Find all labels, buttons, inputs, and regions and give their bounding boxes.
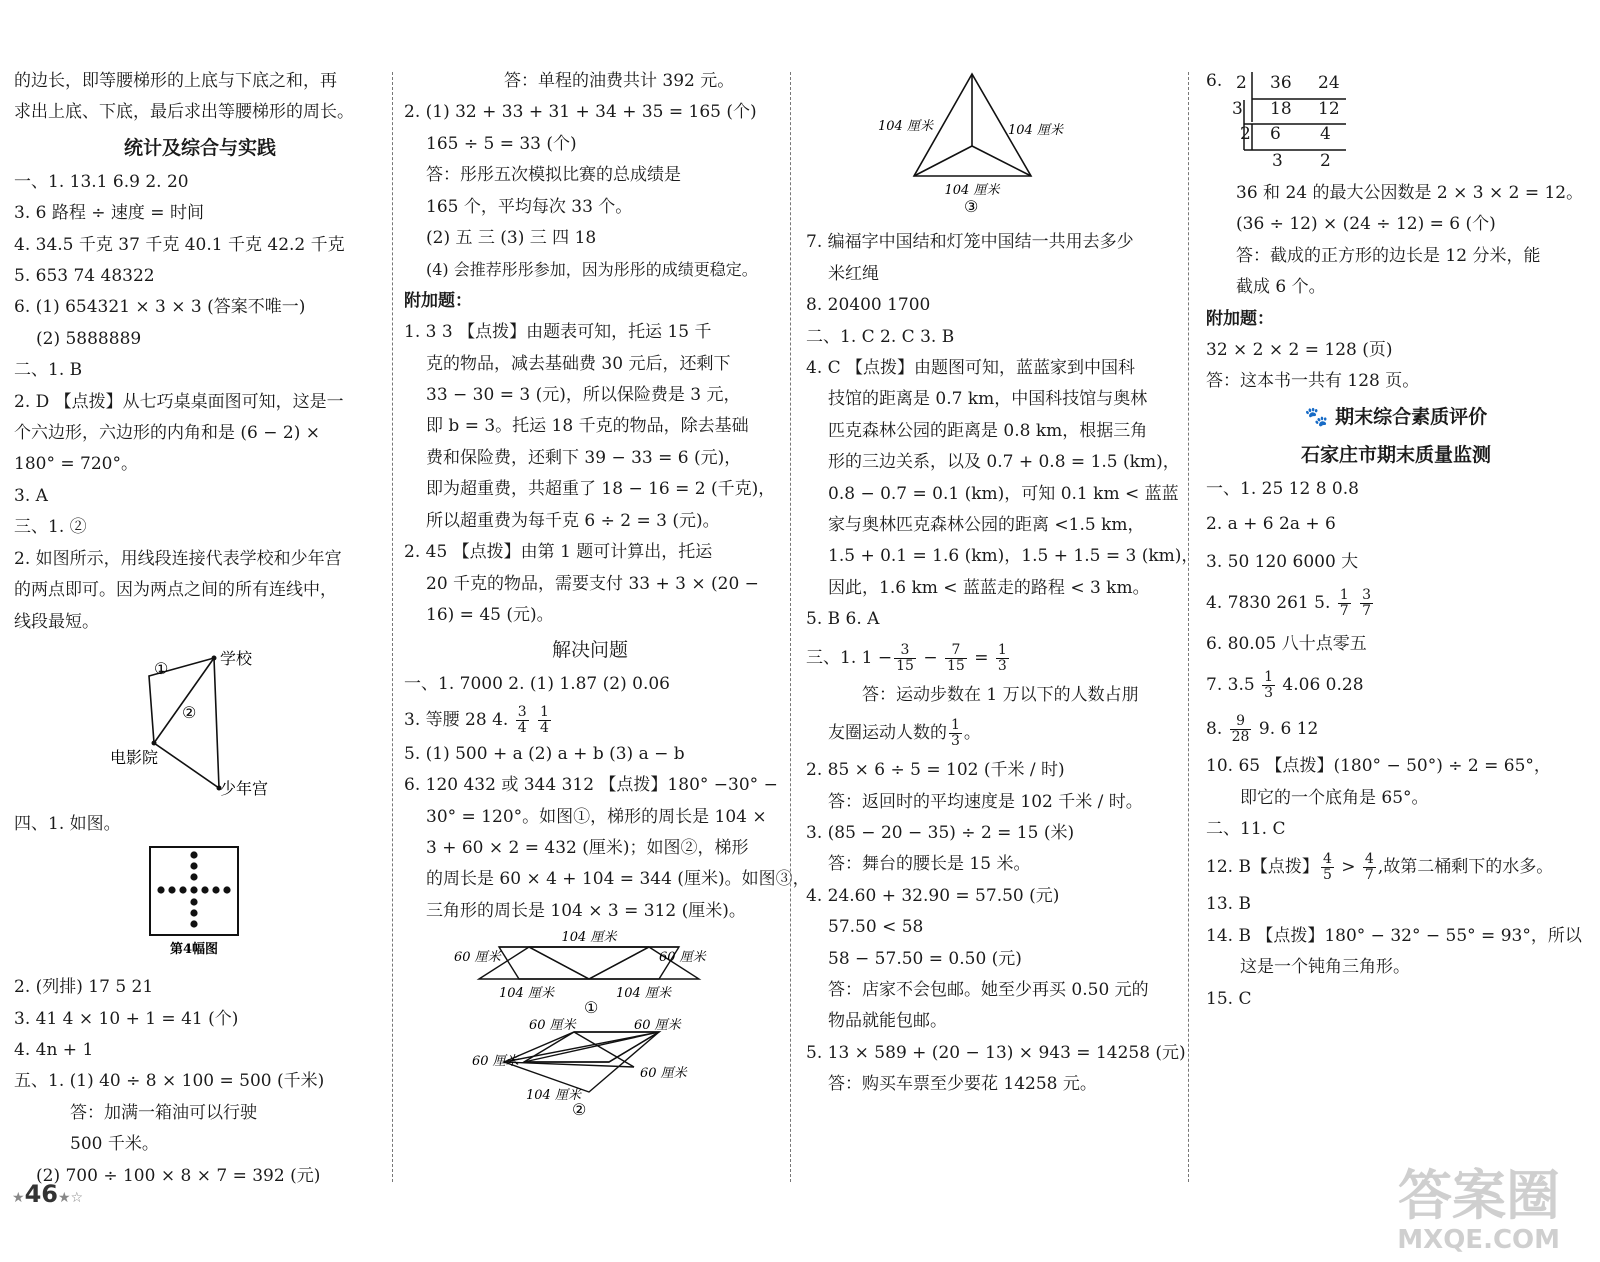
answer-line: 所以超重费为每千克 6 ÷ 2 = 3 (元)。: [426, 510, 720, 531]
numerator: 1: [951, 717, 960, 734]
quotient: 6: [1270, 124, 1281, 144]
answer-line: 一、1. 13.1 6.9 2. 20: [14, 171, 189, 192]
answer-line: 五、1. (1) 40 ÷ 8 × 100 = 500 (千米): [14, 1071, 325, 1092]
answer-line: 36 和 24 的最大公因数是 2 × 3 × 2 = 12。: [1236, 183, 1584, 203]
answer-line: 14. B 【点拨】180° − 32° − 55° = 93°，所以: [1206, 925, 1582, 946]
watermark: [1397, 1166, 1560, 1254]
star-icon: ★☆: [57, 1190, 84, 1206]
answer-text: 三、1. 1 −: [806, 647, 893, 668]
answer-line: 1.5 + 0.1 = 1.6 (km)，1.5 + 1.5 = 3 (km)，: [828, 546, 1199, 567]
quotient: 12: [1318, 99, 1340, 119]
numerator: 1: [1339, 587, 1349, 604]
answer-line: 答：购买车票至少要花 14258 元。: [828, 1074, 1097, 1095]
short-division-figure: [1206, 66, 1586, 178]
dot-cross-figure: [14, 841, 386, 961]
answer-line: [1206, 707, 1586, 751]
fraction: [1338, 588, 1351, 619]
answer-line: (2) 五 三 (3) 三 四 18: [426, 228, 597, 249]
divisor: 2: [1240, 124, 1251, 144]
answer-line: 5. B 6. A: [806, 609, 880, 630]
answer-line: 答：这本书一共有 128 页。: [1206, 371, 1420, 392]
text-line: 求出上底、下底，最后求出等腰梯形的周长。: [14, 102, 354, 123]
figure-label: ③: [964, 197, 979, 216]
answer-line: 即 b = 3。托运 18 千克的物品，除去基础: [426, 416, 749, 437]
divisor: 2: [1236, 73, 1247, 93]
answer-line: 4. 24.60 + 32.90 = 57.50 (元): [806, 885, 1060, 906]
numerator: 3: [894, 643, 916, 659]
route-2-label: ②: [182, 702, 197, 722]
answer-text: 友圈运动人数的: [828, 723, 947, 744]
denominator: 3: [1264, 685, 1273, 702]
cinema-label: 电影院: [110, 747, 159, 767]
dimension-label: 60 厘米: [634, 1018, 681, 1034]
answer-line: 答：返回时的平均速度是 102 千米 / 时。: [828, 791, 1143, 812]
dimension-label: 104 厘米: [616, 986, 671, 1002]
route-1-label: ①: [154, 658, 169, 678]
answer-line: 165 ÷ 5 = 33 (个): [426, 133, 577, 154]
answer-line: 2. 85 × 6 ÷ 5 = 102 (千米 / 时): [806, 760, 1065, 781]
answer-line: 米红绳: [828, 263, 879, 284]
answer-text: 4. 7830 261 5.: [1206, 593, 1331, 614]
answer-line: 6. 80.05 八十点零五: [1206, 634, 1367, 655]
numerator: 1: [1264, 669, 1273, 686]
figure-caption: 第4幅图: [169, 941, 219, 957]
answer-line: 5. (1) 500 + a (2) a + b (3) a − b: [404, 743, 685, 764]
answer-line: 一、1. 7000 2. (1) 1.87 (2) 0.06: [404, 674, 670, 695]
answer-line: (4) 会推荐彤彤参加，因为彤彤的成绩更稳定。: [426, 260, 758, 280]
column-divider: [1188, 72, 1189, 1182]
paw-icon: 🐾: [1304, 405, 1329, 428]
answer-line: (2) 700 ÷ 100 × 8 × 7 = 392 (元): [36, 1165, 321, 1186]
answer-line: 15. C: [1206, 988, 1252, 1009]
fraction: [996, 643, 1009, 674]
answer-line: (2) 5888889: [36, 328, 142, 349]
answer-line: 线段最短。: [14, 611, 99, 632]
section-heading: 统计及综合与实践: [123, 136, 276, 159]
answer-line: 答：单程的油费共计 392 元。: [504, 71, 735, 91]
fraction: [1360, 588, 1373, 619]
column-1: [14, 66, 386, 1192]
answer-line: 7. 编福字中国结和灯笼中国结一共用去多少: [806, 232, 1134, 253]
answer-line: 答：加满一箱油可以行驶: [70, 1102, 257, 1123]
denominator: 15: [896, 657, 914, 674]
answer-line: [1206, 663, 1586, 707]
section-subheading: 石家庄市期末质量监测: [1300, 443, 1491, 466]
answer-line: 3. A: [14, 485, 48, 506]
answer-line: 答：店家不会包邮。她至少再买 0.50 元的: [828, 979, 1149, 1000]
answer-line: 2. D 【点拨】从七巧桌桌面图可知，这是一: [14, 391, 344, 412]
answer-line: 的两点即可。因为两点之间的所有连线中，: [14, 580, 337, 601]
numerator: 4: [1364, 851, 1374, 868]
triangle-figure: [806, 66, 1178, 216]
figure-label: ②: [572, 1100, 587, 1118]
numerator: 1: [997, 641, 1007, 658]
dimension-label: 60 厘米: [472, 1054, 519, 1070]
answer-line: 因此，1.6 km < 蓝蓝走的路程 < 3 km。: [828, 577, 1150, 598]
fraction: [949, 718, 962, 749]
answer-line: 20 千克的物品，需要支付 33 + 3 × (20 −: [426, 573, 759, 594]
dimension-label: 60 厘米: [529, 1018, 576, 1034]
section-heading-text: 期末综合素质评价: [1335, 405, 1488, 428]
trapezoid-figures: [404, 927, 776, 1117]
fraction: [538, 705, 551, 736]
answer-line: 6. 120 432 或 344 312 【点拨】180° −30° −: [404, 775, 778, 796]
dimension-label: 60 厘米: [659, 950, 706, 966]
denominator: 7: [1339, 603, 1349, 620]
bonus-heading: 附加题：: [1206, 308, 1274, 329]
answer-line: 答：截成的正方形的边长是 12 分米，能: [1236, 245, 1541, 266]
answer-line: 三、1. 1 − $\frac{3}{15}$ − $\frac{7}{15}$ = $\frac{1}{3}$: [806, 641, 1007, 674]
answer-line: 形的三边关系，以及 0.7 + 0.8 = 1.5 (km)，: [828, 452, 1180, 473]
answer-line: 即为超重费，共超重了 18 − 16 = 2 (千克)，: [426, 479, 776, 500]
denominator: 15: [946, 657, 965, 674]
answer-line: 6. (1) 654321 × 3 × 3 (答案不唯一): [14, 297, 306, 318]
answer-line: 二、1. C 2. C 3. B: [806, 326, 955, 347]
answer-line: 二、11. C: [1206, 819, 1286, 840]
answer-line: 答：舞台的腰长是 15 米。: [828, 854, 1031, 875]
dimension-label: 60 厘米: [640, 1066, 687, 1082]
answer-line: 个六边形，六边形的内角和是 (6 − 2) ×: [14, 423, 320, 444]
page-number: [12, 1180, 83, 1208]
dimension-label: 60 厘米: [454, 950, 501, 966]
answer-line: 的周长是 60 × 4 + 104 = 344 (厘米)。如图③，: [426, 869, 810, 890]
school-route-figure: [14, 638, 386, 798]
quotient: 18: [1270, 99, 1292, 119]
column-3: [806, 66, 1199, 1101]
dimension-label: 104 厘米: [526, 1088, 581, 1104]
answer-line: 2. 45 【点拨】由第 1 题可计算出，托运: [404, 542, 713, 563]
column-divider: [790, 72, 791, 1182]
answer-line: 3. (85 − 20 − 35) ÷ 2 = 15 (米): [806, 822, 1075, 843]
school-label: 学校: [220, 648, 253, 668]
answer-line: 10. 65 【点拨】(180° − 50°) ÷ 2 = 65°，: [1206, 756, 1551, 777]
star-icon: ★: [12, 1190, 25, 1206]
answer-line: 3. 6 路程 ÷ 速度 = 时间: [14, 203, 204, 224]
answer-line: 三角形的周长是 104 × 3 = 312 (厘米)。: [426, 900, 746, 921]
answer-line: 家与奥林匹克森林公园的距离 <1.5 km，: [828, 515, 1145, 536]
bonus-heading: 附加题：: [404, 290, 472, 311]
answer-line: 技馆的距离是 0.7 km，中国科技馆与奥林: [828, 389, 1148, 410]
numerator: 4: [1322, 851, 1332, 868]
answer-text: 9. 6 12: [1258, 719, 1319, 740]
column-4: [1206, 66, 1586, 1015]
answer-text: 3. 等腰 28 4.: [404, 709, 509, 730]
answer-line: [404, 701, 776, 739]
answer-line: 友圈运动人数的 $\frac{1}{3}$ 。: [828, 717, 981, 750]
fraction: [1321, 852, 1334, 883]
answer-line: 费和保险费，还剩下 39 − 33 = 6 (元)，: [426, 447, 742, 468]
divisor: 3: [1232, 99, 1243, 119]
answer-line: 四、1. 如图。: [14, 814, 121, 835]
answer-line: 16) = 45 (元)。: [426, 604, 554, 625]
answer-text: 12. B【点拨】: [1206, 857, 1319, 878]
answer-line: (36 ÷ 12) × (24 ÷ 12) = 6 (个): [1236, 214, 1496, 235]
answer-line: 165 个，平均每次 33 个。: [426, 196, 633, 217]
text-line: 的边长，即等腰梯形的上底与下底之和，再: [14, 71, 337, 91]
numerator: 9: [1230, 714, 1252, 730]
numerator: 3: [517, 703, 527, 720]
answer-line: 500 千米。: [70, 1134, 159, 1155]
denominator: 7: [1364, 867, 1374, 884]
youth-palace-label: 少年宫: [220, 778, 269, 798]
answer-line: [1206, 581, 1586, 625]
fraction: [1262, 670, 1275, 701]
denominator: 7: [1362, 603, 1372, 620]
answer-line: 匹克森林公园的距离是 0.8 km，根据三角: [828, 420, 1148, 441]
answer-text: ,故第二桶剩下的水多。: [1377, 857, 1554, 878]
numerator: 1: [540, 703, 549, 720]
answer-line: 三、1. ②: [14, 517, 87, 538]
answer-line: 1. 3 3 【点拨】由题表可知，托运 15 千: [404, 322, 712, 343]
answer-line: 12. B【点拨】 $\frac{4}{5}$ > $\frac{4}{7}$ ,故第二桶剩下的水多。: [1206, 851, 1554, 884]
answer-line: 5. 13 × 589 + (20 − 13) × 943 = 14258 (元): [806, 1042, 1186, 1063]
denominator: 4: [540, 719, 549, 736]
section-heading: [1206, 398, 1586, 436]
fraction: [945, 643, 967, 674]
denominator: 28: [1231, 729, 1250, 746]
answer-line: 克的物品，减去基础费 30 元后，还剩下: [426, 353, 731, 374]
answer-line: 32 × 2 × 2 = 128 (页): [1206, 340, 1393, 361]
column-divider: [392, 72, 393, 1182]
answer-line: 4. C 【点拨】由题图可知，蓝蓝家到中国科: [806, 358, 1136, 379]
answer-text: 8.: [1206, 719, 1223, 740]
dividend: 24: [1318, 73, 1340, 93]
result: 2: [1320, 151, 1331, 171]
answer-text: 7. 3.5: [1206, 675, 1255, 696]
fraction: [1363, 852, 1376, 883]
answer-line: 3. 50 120 6000 大: [1206, 552, 1359, 573]
answer-line: 57.50 < 58: [828, 917, 924, 938]
numerator: 7: [945, 643, 967, 659]
answer-line: 5. 653 74 48322: [14, 266, 155, 287]
answer-line: 物品就能包邮。: [828, 1011, 947, 1032]
fraction: [516, 705, 529, 736]
answer-line: 4. 34.5 千克 37 千克 40.1 千克 42.2 千克: [14, 234, 345, 255]
answer-line: 一、1. 25 12 8 0.8: [1206, 478, 1359, 499]
fraction: [894, 643, 916, 674]
dimension-label: 104 厘米: [561, 930, 617, 946]
numerator: 3: [1362, 587, 1372, 604]
denominator: 5: [1322, 867, 1332, 884]
dimension-label: 104 厘米: [944, 183, 1000, 198]
denominator: 4: [517, 719, 527, 736]
dimension-label: 104 厘米: [499, 986, 554, 1002]
answer-line: 3 + 60 × 2 = 432 (厘米)；如图②，梯形: [426, 837, 749, 858]
quotient: 4: [1320, 124, 1331, 144]
denominator: 3: [997, 657, 1007, 674]
question-number: 6.: [1206, 71, 1223, 91]
answer-line: 2. 如图所示，用线段连接代表学校和少年宫: [14, 548, 342, 569]
answer-line: 13. B: [1206, 894, 1251, 915]
answer-line: 截成 6 个。: [1236, 277, 1326, 298]
fraction: [1230, 714, 1252, 745]
result: 3: [1272, 151, 1283, 171]
answer-line: 33 − 30 = 3 (元)，所以保险费是 3 元，: [426, 385, 741, 406]
answer-line: 8. 20400 1700: [806, 295, 931, 316]
denominator: 3: [951, 733, 960, 750]
section-heading: 解决问题: [551, 639, 628, 662]
watermark-logo: 答案圈: [1398, 1164, 1560, 1227]
answer-line: 30° = 120°。如图①，梯形的周长是 104 ×: [426, 806, 767, 827]
dividend: 36: [1270, 73, 1292, 93]
answer-line: 答：运动步数在 1 万以下的人数占朋: [862, 684, 1139, 705]
answer-line: 3. 41 4 × 10 + 1 = 41 (个): [14, 1008, 239, 1029]
column-2: [404, 66, 810, 1129]
dimension-label: 104 厘米: [1008, 123, 1063, 138]
answer-line: 2. (1) 32 + 33 + 31 + 34 + 35 = 165 (个): [404, 102, 757, 123]
figure-label: ①: [584, 998, 599, 1018]
answer-line: 2. a + 6 2a + 6: [1206, 514, 1336, 535]
answer-line: 2. (列排) 17 5 21: [14, 977, 154, 998]
answer-line: 180° = 720°。: [14, 454, 138, 475]
answer-line: 这是一个钝角三角形。: [1240, 957, 1410, 978]
answer-text: 4.06 0.28: [1282, 675, 1364, 696]
dimension-label: 104 厘米: [878, 119, 933, 134]
answer-line: 答：彤彤五次模拟比赛的总成绩是: [426, 165, 681, 186]
page-number-text: 46: [24, 1180, 58, 1208]
answer-line: 二、1. B: [14, 360, 83, 381]
answer-line: 4. 4n + 1: [14, 1039, 94, 1060]
answer-line: 58 − 57.50 = 0.50 (元): [828, 948, 1022, 969]
answer-line: 即它的一个底角是 65°。: [1240, 787, 1429, 808]
answer-line: 0.8 − 0.7 = 0.1 (km)，可知 0.1 km < 蓝蓝: [828, 483, 1179, 504]
watermark-url: MXQE.COM: [1397, 1225, 1560, 1255]
